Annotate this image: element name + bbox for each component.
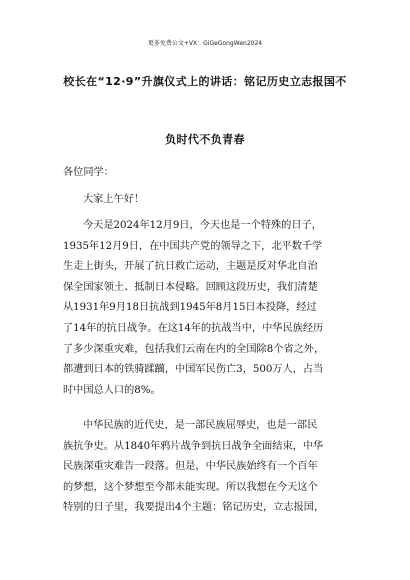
document-title-line-2: 负时代不负青春 (165, 133, 245, 146)
document-title-line-1: 校长在“12·9”升旗仪式上的讲话：铭记历史立志报国不 (63, 75, 347, 88)
paragraph-2-line: 族抗争史。从1840年鸦片战争到抗日战争全面结束，中华 (63, 440, 324, 452)
paragraph-2-line: 民族深重灾难告一段落。但是，中华民族始终有一个百年 (63, 461, 318, 473)
paragraph-1-line: 今天是2024年12月9日，今天也是一个特殊的日子， (83, 220, 322, 231)
paragraph-1-line: 时中国总人口的8%。 (63, 384, 161, 396)
paragraph-1-line: 都遭到日本的铁骑蹂躏，中国军民伤亡3，500万人，占当 (63, 364, 324, 376)
header-watermark: 更多免费公文+VX：GiGeGongWen2024 (147, 40, 263, 47)
paragraph-1-line: 1935年12月9日，在中国共产党的领导之下，北平数千学 (63, 240, 323, 252)
paragraph-2-line: 的梦想，这个梦想至今都未能实现。所以我想在今天这个 (63, 481, 318, 493)
paragraph-2-line: 中华民族的近代史，是一部民族屈辱史，也是一部民 (83, 420, 318, 431)
paragraph-1-line: 从1931年9月18日抗战到1945年8月15日本投降，经过 (63, 302, 317, 314)
paragraph-1-line: 生走上街头，开展了抗日救亡运动，主题是反对华北自治 (63, 261, 318, 273)
paragraph-2-line: 特别的日子里，我要提出4个主题：铭记历史，立志报国， (63, 502, 325, 514)
paragraph-1-line: 了多少深重灾难，包括我们云南在内的全国除8个省之外， (63, 343, 325, 355)
paragraph-1-line: 了14年的抗日战争。在这14年的抗战当中，中华民族经历 (63, 323, 324, 334)
paragraph-1-line: 保全国家领土、抵制日本侵略。回顾这段历史，我们清楚 (63, 281, 318, 293)
salutation: 各位同学： (63, 167, 114, 178)
greeting: 大家上午好！ (83, 194, 145, 205)
